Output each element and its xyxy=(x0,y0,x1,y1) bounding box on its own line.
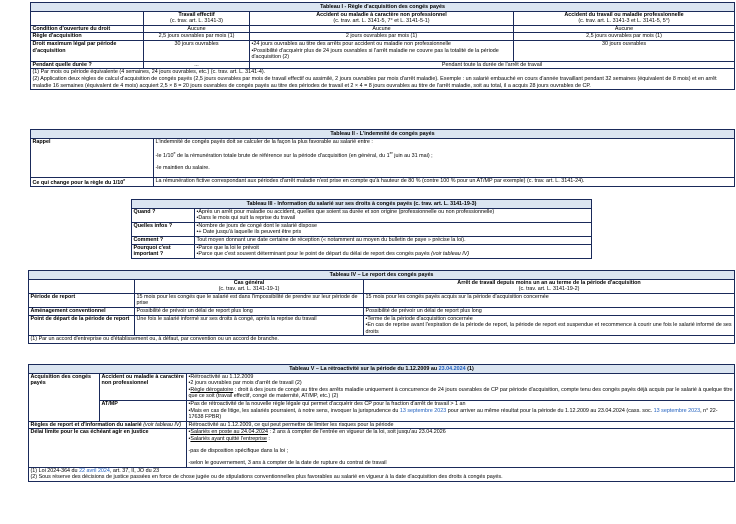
list-item: • Règle dérogatoire : droit à des jours de congé au titre des arrêts maladie uniquement à concurrence de 24 jours ouvrables de CP par période d'acquisition, compte tenu des congés payés déjà acquis par le salarié à quelque titre que ce soit (travail effectif, congé de maternité, AT/MP, etc.) (2) xyxy=(189,387,733,400)
table-5-cell xyxy=(187,373,735,400)
table-1-cell: Pendant toute la durée de l'arrêt de travail xyxy=(250,61,735,69)
list-item: • Pas de rétroactivité de la nouvelle règle légale qui permet d'acquérir des CP pour la fraction d'arrêt de travail > 1 an xyxy=(189,401,733,408)
table-5-cell xyxy=(187,429,735,467)
table-2-cell xyxy=(154,138,735,177)
table-1-corner xyxy=(31,11,144,25)
table-2 xyxy=(30,129,735,187)
list-item: • Parce que c'est souvent déterminant pour le point de départ du délai de report des congés payés (voir tableau IV) xyxy=(197,251,590,258)
table-1-col1-header: Travail effectif (c. trav. art. L. 3141-3) xyxy=(144,11,250,25)
table-4-cell: Possibilité de prévoir un délai de report plus long xyxy=(364,307,735,315)
table-4-corner xyxy=(29,279,135,293)
table-4-row-label: Période de report xyxy=(29,293,135,307)
table-1-row-label: Droit maximum légal par période d'acquisition xyxy=(31,40,144,61)
table-2-cell: La rémunération fictive correspondant aux périodes d'arrêt maladie n'est prise en compte qu'à hauteur de 80 % (contre 100 % pour un AT/MP par exemple) (c. trav. art. L. 3141-24). xyxy=(154,177,735,186)
table-5-notes xyxy=(29,467,735,481)
table-2-caption: Tableau II - L'indemnité de congés payés xyxy=(31,130,735,139)
table-5-cell: Rétroactivité au 1.12.2009, ce qui peut permettre de limiter les risques pour la période xyxy=(187,421,735,429)
table-5-cell xyxy=(187,400,735,421)
table-3-cell xyxy=(195,244,592,258)
paragraph: -selon le gouvernement, 3 ans à compter de la date de rupture du contrat de travail xyxy=(188,460,387,467)
footnote: (2) Sous réserve des décisions de justice passées en force de chose jugée ou de stipulations conventionnelles plus favorables au salarié en vigueur à la date d'acquisition des droits à congés payés. xyxy=(30,474,503,481)
list-item: • Nombre de jours de congé dont le salarié dispose xyxy=(197,223,590,230)
paragraph: -le 1/10e de la rémunération totale brute de référence sur la période d'acquisition (en général, du 1er juin au 31 mai) ; xyxy=(155,150,433,159)
list-item: • Salariés ayant quitté l'entreprise : xyxy=(189,436,733,443)
table-3-row-label: Quelles infos ? xyxy=(132,222,195,236)
table-1-row-label: Pendant quelle durée ? xyxy=(31,61,144,69)
table-5-subrow-label: Accident ou maladie à caractère non professionnel xyxy=(100,373,187,400)
list-item: • Terme de la période d'acquisition concernée xyxy=(366,316,733,323)
table-1 xyxy=(30,2,735,90)
list-item: • 2 jours ouvrables par mois d'arrêt de travail (2) xyxy=(189,380,733,387)
table-4-cell: Possibilité de prévoir un délai de report plus long xyxy=(135,307,364,315)
table-4-cell xyxy=(364,315,735,336)
table-4-row-label: Point de départ de la période de report xyxy=(29,315,135,336)
table-1-col3-header: Accident du travail ou maladie professionnelle (c. trav. art. L. 3141-3 et L. 3141-5, 5°) xyxy=(514,11,735,25)
table-1-cell: Aucune xyxy=(514,25,735,33)
table-4-col2-header: Arrêt de travail depuis moins un an au terme de la période d'acquisition (c. trav. art. L. 3141-19-2) xyxy=(364,279,735,293)
table-5-row-label: Acquisition des congés payés xyxy=(29,373,100,421)
paragraph: L'indemnité de congés payés doit se calculer de la façon la plus favorable au salarié entre : xyxy=(155,138,373,145)
table-1-notes xyxy=(31,69,735,90)
list-item: • 24 jours ouvrables au titre des arrêts pour accident ou maladie non professionnelle xyxy=(252,41,512,48)
list-item: • + Date jusqu'à laquelle ils peuvent être pris xyxy=(197,229,590,236)
footnote: (2) Application deux règles de calcul d'acquisition de congés payés (2,5 jours ouvrables par mois de travail effectif ou assimilé, 2 jours ouvrables par mois d'arrêt maladie). Exemple : un salarié embauché en cours d'année travaillant pendant 32 semaines (équivalent de 8 mois) et en arrêt maladie 16 semaines (équivalent de 4 mois) acquiert 2,5 × 8 = 20 jours ouvrables de congés payés au titre des périodes de travail et 2 × 4 = 8 jours ouvrables au titre de l'arrêt maladie, soit au total, il a acquis 28 jours ouvrables de CP. xyxy=(32,75,717,89)
table-1-caption: Tableau I - Règle d'acquisition des congés payés xyxy=(31,3,735,12)
footnote: (1) Par un accord d'entreprise ou d'établissement ou, à défaut, par convention ou un accord de branche. xyxy=(29,336,735,344)
table-1-cell: Aucune xyxy=(250,25,514,33)
table-4-cell: 15 mois pour les congés que le salarié est dans l'impossibilité de prendre sur leur période de prise xyxy=(135,293,364,307)
table-5-row-label: Délai limite pour le cas échéant agir en justice xyxy=(29,429,187,467)
table-5 xyxy=(28,364,735,482)
table-1-cell: 30 jours ouvrables xyxy=(144,40,250,61)
table-3-row-label: Pourquoi c'est important ? xyxy=(132,244,195,258)
list-item: • En cas de reprise avant l'expiration de la période de report, la période de report est suspendue et recommence à courir une fois le salarié informé de ses droits xyxy=(366,322,733,335)
table-4-cell: Une fois le salarié informé sur ses droits à congé, après la reprise du travail xyxy=(135,315,364,336)
list-item: • Après un arrêt pour maladie ou accident, quelles que soient sa durée et son origine (professionnelle ou non professionnelle) xyxy=(197,209,590,216)
footnote: (1) Par mois ou période équivalente (4 semaines, 24 jours ouvrables, etc.) (c. trav. art. L. 3141-4). xyxy=(32,69,266,76)
table-3-cell: Tout moyen donnant une date certaine de réception (« notamment au moyen du bulletin de paye » précise la loi). xyxy=(195,236,592,244)
footnote: (1) Loi 2024-364 du 22 avril 2024, art. 37, II, JO du 23 xyxy=(30,467,160,474)
table-1-cell: 2,5 jours ouvrables par mois (1) xyxy=(144,33,250,41)
table-4-row-label: Aménagement conventionnel xyxy=(29,307,135,315)
list-item: • Parce que la loi le prévoit xyxy=(197,245,590,252)
table-1-cell: ... xyxy=(144,61,250,69)
table-1-cell: 30 jours ouvrables xyxy=(514,40,735,61)
table-3-row-label: Quand ? xyxy=(132,208,195,222)
table-3-row-label: Comment ? xyxy=(132,236,195,244)
table-1-row-label: Condition d'ouverture du droit xyxy=(31,25,144,33)
list-item: • Dans le mois qui suit la reprise du travail xyxy=(197,215,590,222)
table-5-caption: Tableau V – La rétroactivité sur la période du 1.12.2009 au 23.04.2024 (1) xyxy=(29,365,735,374)
table-1-cell: 2 jours ouvrables par mois (1) xyxy=(250,33,514,41)
table-1-cell xyxy=(250,40,514,61)
list-item: • Possibilité d'acquérir plus de 24 jours ouvrables si l'arrêt maladie ne couvre pas la totalité de la période d'acquisition (2) xyxy=(252,48,512,61)
table-3-cell xyxy=(195,222,592,236)
table-1-col2-header: Accident ou maladie à caractère non professionnel (c. trav. art. L. 3141-5, 7° et L. 3141-5-1) xyxy=(250,11,514,25)
table-1-cell: 2,5 jours ouvrables par mois (1) xyxy=(514,33,735,41)
paragraph: -pas de disposition spécifique dans la loi ; xyxy=(188,448,288,455)
list-item: • Salariés en poste au 24.04.2024 : 2 ans à compter de l'entrée en vigueur de la loi, soit jusqu'au 23.04.2026 xyxy=(189,429,733,436)
list-item: • Rétroactivité au 1.12.2009 xyxy=(189,374,733,381)
table-1-row-label: Règle d'acquisition xyxy=(31,33,144,41)
list-item: • Mais en cas de litige, les salariés pourraient, à notre sens, invoquer la jurisprudence du 13 septembre 2023 pour arriver au même résultat pour la période du 1.12.2009 au 23.04.2024 (cass. soc. 13 septembre 2023, n° 22-17638 FPBR) xyxy=(189,408,733,421)
table-4 xyxy=(28,270,735,344)
table-5-row-label: Règles de report et d'information du salarié (voir tableau IV) xyxy=(29,421,187,429)
table-3 xyxy=(131,199,592,259)
paragraph: -le maintien du salaire. xyxy=(155,164,210,171)
table-4-caption: Tableau IV – Le report des congés payés xyxy=(29,271,735,280)
table-4-col1-header: Cas général (c. trav. art. L. 3141-19-1) xyxy=(135,279,364,293)
table-3-cell xyxy=(195,208,592,222)
table-1-cell: Aucune xyxy=(144,25,250,33)
table-3-caption: Tableau III - Information du salarié sur ses droits à congés payés (c. trav. art. L. 3141-19-3) xyxy=(132,200,592,209)
table-4-cell: 15 mois pour les congés payés acquis sur la période d'acquisition concernée xyxy=(364,293,735,307)
table-2-row-label: Ce qui change pour la règle du 1/10e xyxy=(31,177,154,186)
table-5-subrow-label: AT/MP xyxy=(100,400,187,421)
table-2-row-label: Rappel xyxy=(31,138,154,177)
